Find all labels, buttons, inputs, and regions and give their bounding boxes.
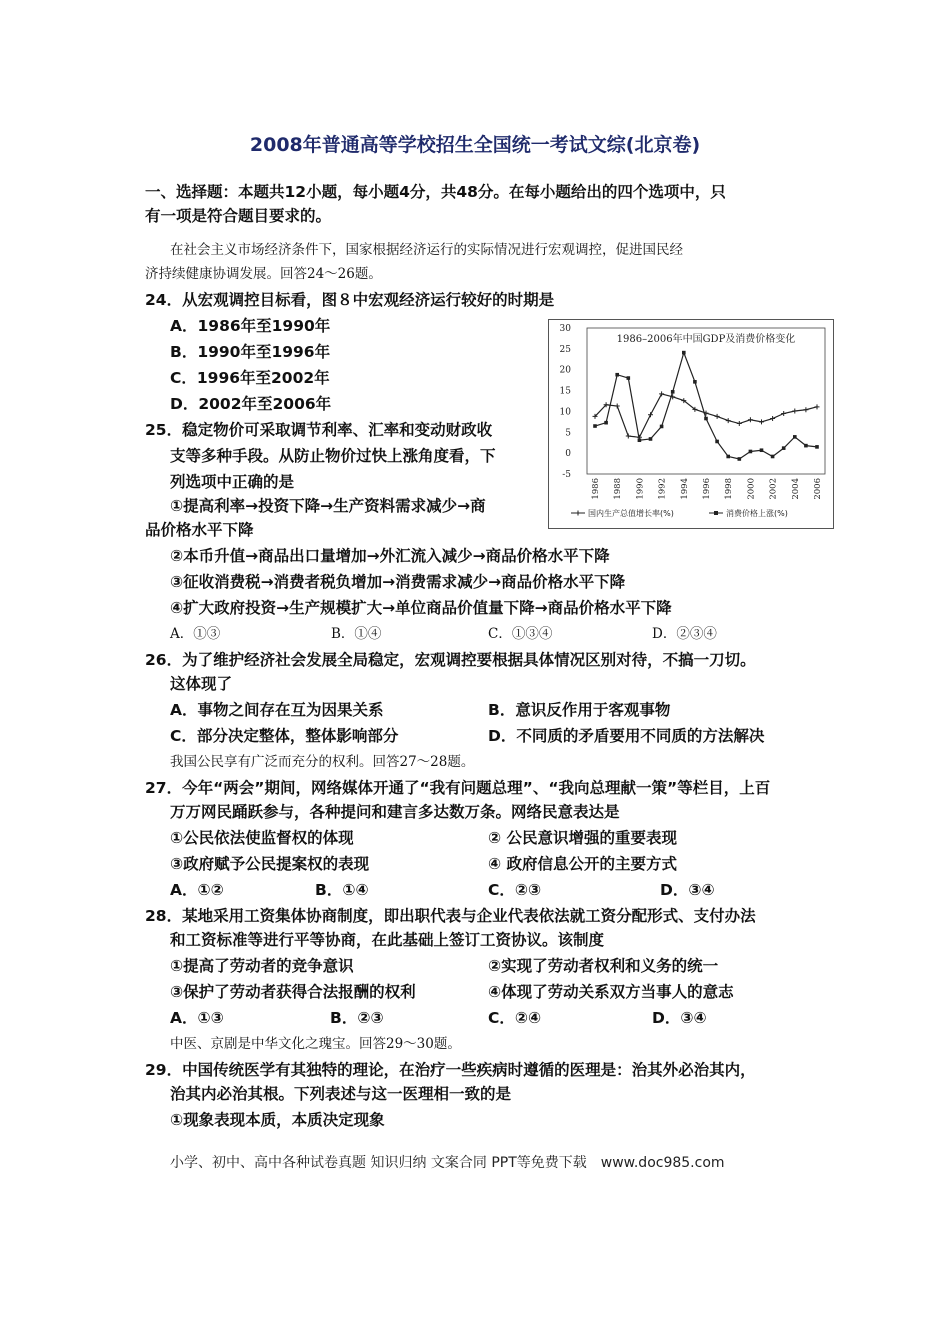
q25-item2: ②本币升值→商品出口量增加→外汇流入减少→商品价格水平下降 xyxy=(170,547,610,565)
x-tick-label: 1988 xyxy=(613,478,624,500)
data-point xyxy=(671,390,675,394)
data-point xyxy=(815,404,820,409)
data-point xyxy=(638,438,642,442)
y-axis xyxy=(560,324,572,480)
x-tick-label: 2002 xyxy=(768,478,779,500)
x-tick-label: 1992 xyxy=(657,478,668,500)
data-point xyxy=(726,418,731,423)
y-tick-label: 10 xyxy=(559,407,571,418)
y-tick-label: 30 xyxy=(559,324,571,334)
data-point xyxy=(803,407,808,412)
instructions-line1: 一、选择题：本题共12小题，每小题4分，共48分。在每小题给出的四个选项中，只 xyxy=(145,183,726,201)
q28-stem1: 28．某地采用工资集体协商制度，即出职代表与企业代表依法就工资分配形式、支付办法 xyxy=(145,907,756,925)
x-tick-label: 1986 xyxy=(591,478,601,500)
y-tick-label: 20 xyxy=(559,365,571,376)
data-point xyxy=(726,455,730,459)
data-point xyxy=(682,351,686,355)
data-point xyxy=(615,373,619,377)
legend-label: 国内生产总值增长率(%) xyxy=(588,509,674,518)
q26-option-a: A．事物之间存在互为因果关系 xyxy=(170,701,384,719)
x-tick-label: 2006 xyxy=(813,478,823,500)
q28-option-a: A．①③ xyxy=(170,1009,224,1027)
legend-marker-square xyxy=(714,511,718,515)
series-line-2 xyxy=(595,353,817,459)
data-point xyxy=(749,450,753,454)
q28-item3: ③保护了劳动者获得合法报酬的权利 xyxy=(170,983,416,1001)
data-point xyxy=(759,419,764,424)
q25-item1b: 品价格水平下降 xyxy=(145,521,254,539)
page-title: 2008年普通高等学校招生全国统一考试文综(北京卷) xyxy=(249,134,701,156)
data-point xyxy=(715,414,720,419)
q28-stem2: 和工资标准等进行平等协商，在此基础上签订工资协议。该制度 xyxy=(170,931,605,949)
data-point xyxy=(604,421,608,425)
x-tick-label: 1994 xyxy=(679,478,690,500)
x-tick-label: 1990 xyxy=(635,478,646,500)
q25-stem2: 支等多种手段。从防止物价过快上涨角度看，下 xyxy=(170,447,496,465)
q28-option-c: C．②④ xyxy=(488,1009,542,1027)
data-point xyxy=(737,421,742,426)
data-point xyxy=(738,457,742,461)
data-point xyxy=(649,437,653,441)
q24-stem: 24．从宏观调控目标看，图８中宏观经济运行较好的时期是 xyxy=(145,291,555,309)
q28-option-b: B．②③ xyxy=(330,1009,384,1027)
series-group xyxy=(593,351,820,461)
q25-stem1: 25．稳定物价可采取调节利率、汇率和变动财政收 xyxy=(145,421,493,439)
q27-item4: ④ 政府信息公开的主要方式 xyxy=(488,855,678,873)
data-point xyxy=(626,434,631,439)
data-point xyxy=(792,409,797,414)
chart-svg xyxy=(549,320,833,528)
q26-stem1: 26．为了维护经济社会发展全局稳定，宏观调控要根据具体情况区别对待，不搞一刀切。 xyxy=(145,651,756,669)
legend-marker-plus xyxy=(576,511,581,516)
q27-item1: ①公民依法使监督权的体现 xyxy=(170,829,354,847)
data-point xyxy=(627,376,631,380)
figure-8-chart xyxy=(548,319,834,529)
q25-item3: ③征收消费税→消费者税负增加→消费需求减少→商品价格水平下降 xyxy=(170,573,626,591)
q27-option-d: D．③④ xyxy=(660,881,715,899)
q25-option-d: D．②③④ xyxy=(652,626,717,642)
data-point xyxy=(793,435,797,439)
legend-label: 消费价格上涨(%) xyxy=(726,509,788,518)
q26-option-d: D．不同质的矛盾要用不同质的方法解决 xyxy=(488,727,765,745)
q28-item1: ①提高了劳动者的竞争意识 xyxy=(170,957,354,975)
x-tick-label: 1996 xyxy=(702,478,712,500)
legend xyxy=(571,508,788,518)
q24-option-a: A．1986年至1990年 xyxy=(170,317,331,335)
q25-item4: ④扩大政府投资→生产规模扩大→单位商品价值量下降→商品价格水平下降 xyxy=(170,599,672,617)
q24-option-b: B．1990年至1996年 xyxy=(170,343,331,361)
q28-item2: ②实现了劳动者权利和义务的统一 xyxy=(488,957,719,975)
data-point xyxy=(715,440,719,444)
q29-item1: ①现象表现本质，本质决定现象 xyxy=(170,1111,385,1129)
x-tick-label: 2000 xyxy=(746,478,757,500)
y-tick-label: 0 xyxy=(565,449,571,460)
q26-stem2: 这体现了 xyxy=(170,675,233,693)
q29-stem2: 治其内必治其根。下列表述与这一医理相一致的是 xyxy=(170,1085,512,1103)
intro2: 我国公民享有广泛而充分的权利。回答27～28题。 xyxy=(170,754,475,770)
q25-option-c: C．①③④ xyxy=(488,626,553,642)
data-point xyxy=(659,391,664,396)
y-tick-label: -5 xyxy=(562,470,571,480)
q25-option-a: A．①③ xyxy=(170,626,221,642)
data-point xyxy=(593,424,597,428)
q27-stem1: 27．今年“两会”期间，网络媒体开通了“我有问题总理”、“我向总理献一策”等栏目，上百 xyxy=(145,779,771,797)
q25-stem3: 列选项中正确的是 xyxy=(170,473,295,491)
chart-title-box xyxy=(587,328,825,474)
data-point xyxy=(770,416,775,421)
data-point xyxy=(815,445,819,449)
y-tick-label: 5 xyxy=(565,428,571,439)
q25-item1a: ①提高利率→投资下降→生产资料需求减少→商 xyxy=(170,497,486,515)
q27-item2: ② 公民意识增强的重要表现 xyxy=(488,829,678,847)
intro3: 中医、京剧是中华文化之瑰宝。回答29～30题。 xyxy=(170,1036,461,1052)
data-point xyxy=(648,412,653,417)
q27-item3: ③政府赋予公民提案权的表现 xyxy=(170,855,370,873)
y-tick-label: 15 xyxy=(559,386,571,397)
q27-option-c: C．②③ xyxy=(488,881,542,899)
data-point xyxy=(760,448,764,452)
q27-option-a: A．①② xyxy=(170,881,224,899)
footer: 小学、初中、高中各种试卷真题 知识归纳 文案合同 PPT等免费下载 www.doc985.com xyxy=(170,1155,725,1171)
data-point xyxy=(660,425,664,429)
data-point xyxy=(615,404,620,409)
chart-title: 1986–2006年中国GDP及消费价格变化 xyxy=(616,334,796,345)
data-point xyxy=(748,417,753,422)
q28-option-d: D．③④ xyxy=(652,1009,707,1027)
intro1-line2: 济持续健康协调发展。回答24～26题。 xyxy=(145,266,382,282)
q28-item4: ④体现了劳动关系双方当事人的意志 xyxy=(488,983,734,1001)
q27-option-b: B．①④ xyxy=(315,881,369,899)
q26-option-c: C．部分决定整体，整体影响部分 xyxy=(170,727,399,745)
data-point xyxy=(782,446,786,450)
q24-option-d: D．2002年至2006年 xyxy=(170,395,332,413)
x-tick-label: 2004 xyxy=(790,478,801,500)
instructions-line2: 有一项是符合题目要求的。 xyxy=(145,207,332,225)
q26-option-b: B．意识反作用于客观事物 xyxy=(488,701,671,719)
data-point xyxy=(693,380,697,384)
data-point xyxy=(781,411,786,416)
data-point xyxy=(771,455,775,459)
q25-option-b: B．①④ xyxy=(331,626,382,642)
q24-option-c: C．1996年至2002年 xyxy=(170,369,330,387)
y-tick-label: 25 xyxy=(559,344,571,355)
q27-stem2: 万万网民踊跃参与，各种提问和建言多达数万条。网络民意表达是 xyxy=(170,803,620,821)
data-point xyxy=(804,444,808,448)
data-point xyxy=(704,417,708,421)
x-axis xyxy=(591,478,823,500)
x-tick-label: 1998 xyxy=(724,478,735,500)
q29-stem1: 29．中国传统医学有其独特的理论，在治疗一些疾病时遵循的医理是：治其外必治其内， xyxy=(145,1061,756,1079)
intro1-line1: 在社会主义市场经济条件下，国家根据经济运行的实际情况进行宏观调控，促进国民经 xyxy=(170,242,683,258)
